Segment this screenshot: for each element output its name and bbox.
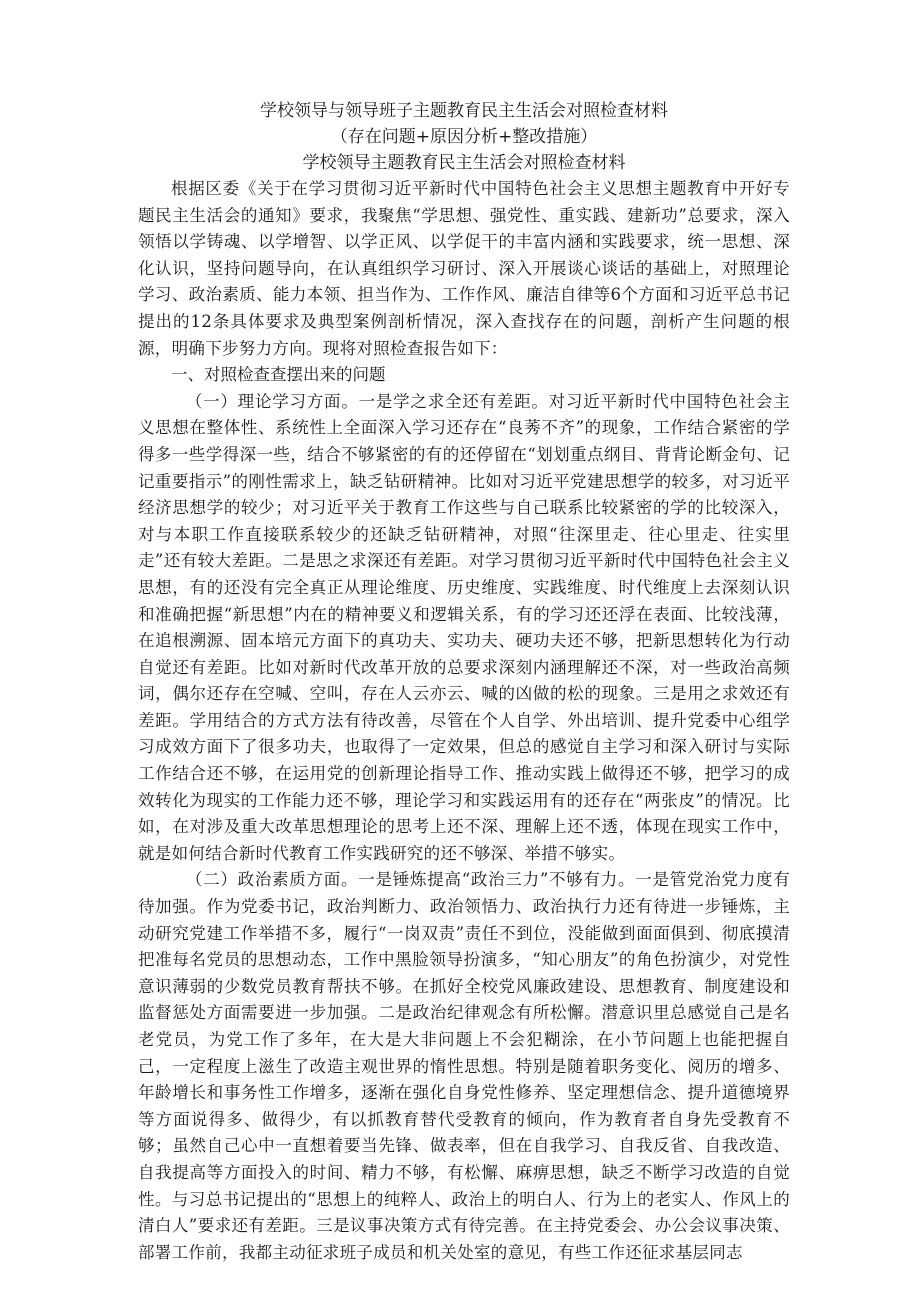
- intro-paragraph: 根据区委《关于在学习贯彻习近平新时代中国特色社会主义思想主题教育中开好专题民主生活会的通知》要求，我聚焦“学思想、强党性、重实践、建新功”总要求，深入领悟以学铸魂、以学增智、以学正风、以学促干的丰富内涵和实践要求，统一思想、深化认识，坚持问题导向，在认真组织学习研讨、深入开展谈心谈话的基础上，对照理论学习、政治素质、能力本领、担当作为、工作作风、廉洁自律等6个方面和习近平总书记提出的12条具体要求及典型案例剖析情况，深入查找存在的问题，剖析产生问题的根源，明确下步努力方向。现将对照检查报告如下：: [138, 179, 790, 358]
- document-page: [138, 98, 790, 1266]
- section-heading: 一、对照检查查摆出来的问题: [171, 365, 386, 385]
- theory-study-paragraph: （一）理论学习方面。一是学之求全还有差距。对习近平新时代中国特色社会主义思想在整体性、系统性上全面深入学习还存在“良莠不齐”的现象，工作结合紧密的学得多一些学得深一些，结合不够紧密的有的还停留在“划划重点纲目、背背论断金句、记记重要指示”的刚性需求上，缺乏钻研精神。比如对习近平党建思想学的较多，对习近平经济思想学的较少；对习近平关于教育工作这些与自己联系比较紧密的学的比较深入，对与本职工作直接联系较少的还缺乏钻研精神，对照“往深里走、往心里走、往实里走”还有较大差距。二是思之求深还有差距。对学习贯彻习近平新时代中国特色社会主义思想，有的还没有完全真正从理论维度、历史维度、实践维度、时代维度上去深刻认识和准确把握“新思想”内在的精神要义和逻辑关系，有的学习还还浮在表面、比较浅薄，在追根溯源、固本培元方面下的真功夫、实功夫、硬功夫还不够，把新思想转化为行动自觉还有差距。比如对新时代改革开放的总要求深刻内涵理解还不深，对一些政治高频词，偶尔还存在空喊、空叫，存在人云亦云、喊的凶做的松的现象。三是用之求效还有差距。学用结合的方式方法有待改善，尽管在个人自学、外出培训、提升党委中心组学习成效方面下了很多功夫，也取得了一定效果，但总的感觉自主学习和深入研讨与实际工作结合还不够，在运用党的创新理论指导工作、推动实践上做得还不够，把学习的成效转化为现实的工作能力还不够，理论学习和实践运用有的还存在“两张皮”的情况。比如，在对涉及重大改革思想理论的思考上还不深、理解上还不透，体现在现实工作中，就是如何结合新时代教育工作实践研究的还不够深、举措不够实。: [138, 391, 790, 863]
- document-title-secondary: 学校领导主题教育民主生活会对照检查材料: [302, 153, 626, 173]
- document-title: 学校领导与领导班子主题教育民主生活会对照检查材料: [260, 101, 668, 121]
- document-subtitle: （存在问题+原因分析+整改措施）: [330, 127, 598, 147]
- political-quality-paragraph: （二）政治素质方面。一是锤炼提高“政治三力”不够有力。一是管党治党力度有待加强。作为党委书记，政治判断力、政治领悟力、政治执行力还有待进一步锤炼，主动研究党建工作举措不多，履行“一岗双责”责任不到位，没能做到面面俱到、彻底摸清把准每名党员的思想动态，工作中黑脸领导扮演多，“知心朋友”的角色扮演少，对党性意识薄弱的少数党员教育帮扶不够。在抓好全校党风廉政建设、思想教育、制度建设和监督惩处方面需要进一步加强。二是政治纪律观念有所松懈。潜意识里总感觉自己是名老党员，为党工作了多年，在大是大非问题上不会犯糊涂，在小节问题上也能把握自己，一定程度上滋生了改造主观世界的惰性思想。特别是随着职务变化、阅历的增多、年龄增长和事务性工作增多，逐渐在强化自身党性修养、坚定理想信念、提升道德境界等方面说得多、做得少，有以抓教育替代受教育的倾向，作为教育者自身先受教育不够；虽然自己心中一直想着要当先锋、做表率，但在自我学习、自我反省、自我改造、自我提高等方面投入的时间、精力不够，有松懈、麻痹思想，缺乏不断学习改造的自觉性。与习总书记提出的“思想上的纯粹人、政治上的明白人、行为上的老实人、作风上的清白人”要求还有差距。三是议事决策方式有待完善。在主持党委会、办公会议事决策、部署工作前，我都主动征求班子成员和机关处室的意见，有些工作还征求基层同志: [138, 870, 790, 1262]
